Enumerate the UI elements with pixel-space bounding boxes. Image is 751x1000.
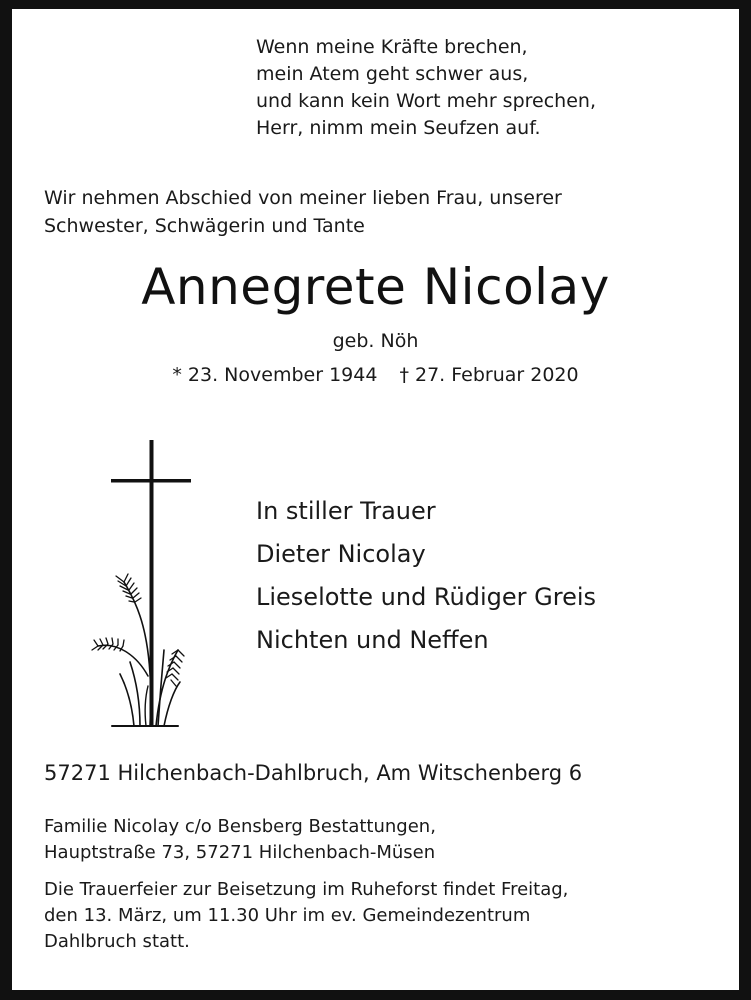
contact-address xyxy=(44,814,436,866)
funeral-line: Dahlbruch statt. xyxy=(44,931,190,952)
funeral-notice xyxy=(44,877,568,955)
intro-line: Schwester, Schwägerin und Tante xyxy=(44,215,365,237)
farewell-intro xyxy=(44,184,562,240)
birth-date: * 23. November 1944 xyxy=(172,364,378,386)
mourners-heading: In stiller Trauer xyxy=(256,497,436,525)
mourner-name: Nichten und Neffen xyxy=(256,626,489,654)
verse xyxy=(256,34,596,142)
family-address: 57271 Hilchenbach-Dahlbruch, Am Witschenberg 6 xyxy=(44,761,583,785)
deceased-name: Annegrete Nicolay xyxy=(141,258,610,316)
funeral-line: den 13. März, um 11.30 Uhr im ev. Gemeindezentrum xyxy=(44,905,531,926)
verse-line: mein Atem geht schwer aus, xyxy=(256,63,529,85)
verse-line: Herr, nimm mein Seufzen auf. xyxy=(256,117,541,139)
cross-with-wheat-icon xyxy=(86,436,196,735)
death-date: † 27. Februar 2020 xyxy=(399,364,579,386)
mourners-list xyxy=(256,490,596,662)
life-dates xyxy=(0,362,751,388)
contact-line: Familie Nicolay c/o Bensberg Bestattungen, xyxy=(44,816,436,837)
funeral-line: Die Trauerfeier zur Beisetzung im Ruheforst findet Freitag, xyxy=(44,879,569,900)
contact-line: Hauptstraße 73, 57271 Hilchenbach-Müsen xyxy=(44,842,436,863)
verse-line: und kann kein Wort mehr sprechen, xyxy=(256,90,596,112)
maiden-name: geb. Nöh xyxy=(332,330,419,352)
mourner-name: Dieter Nicolay xyxy=(256,540,426,568)
verse-line: Wenn meine Kräfte brechen, xyxy=(256,36,528,58)
mourner-name: Lieselotte und Rüdiger Greis xyxy=(256,583,597,611)
intro-line: Wir nehmen Abschied von meiner lieben Frau, unserer xyxy=(44,187,562,209)
